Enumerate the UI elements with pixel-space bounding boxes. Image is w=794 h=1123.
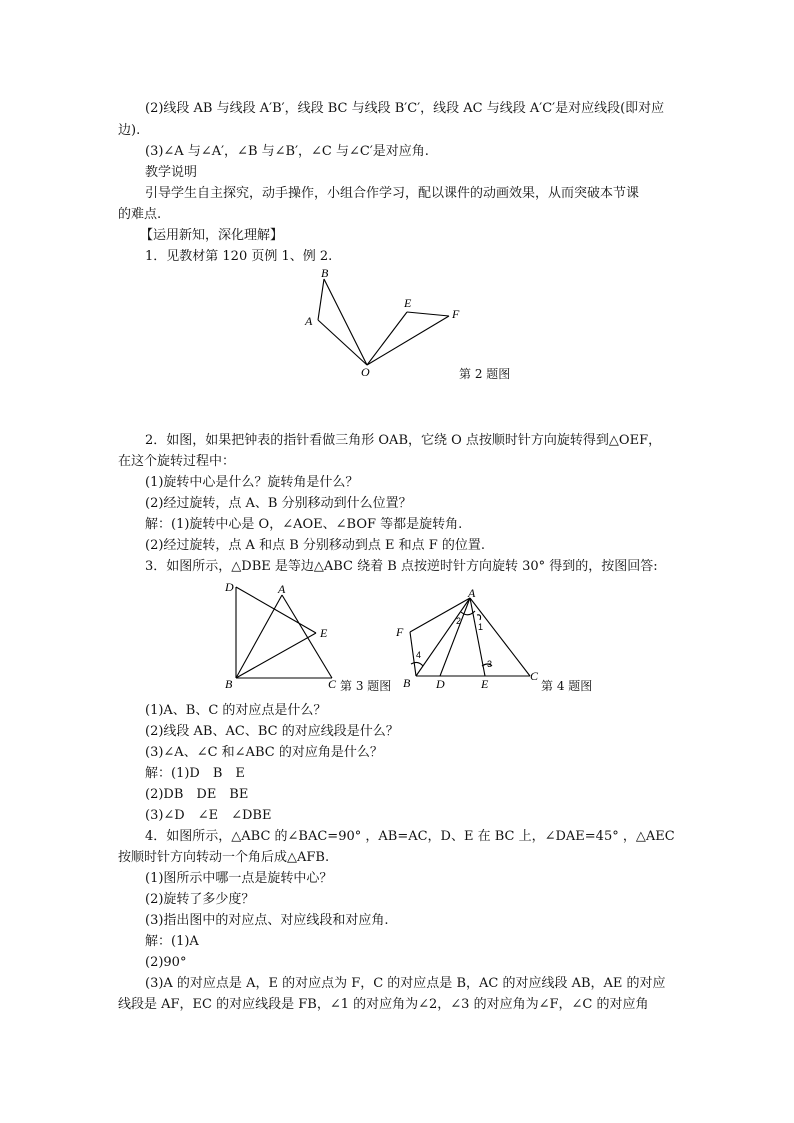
point-label-a: A [468,586,476,600]
text-line: 2．如图，如果把钟表的指针看做三角形 OAB，它绕 O 点按顺时针方向旋转得到△OEF， [145,433,662,448]
text-line: (2)经过旋转，点 A、B 分别移动到什么位置？ [145,496,412,511]
point-label-f: F [452,307,460,321]
point-label-d: D [225,580,234,594]
text-line: (2)线段 AB、AC、BC 的对应线段是什么？ [145,724,399,739]
point-label-f: F [396,625,404,639]
point-label-e: E [481,677,489,691]
point-label-b: B [321,266,329,280]
section-heading: 【运用新知，深化理解】 [140,228,284,243]
point-label-b: B [403,676,411,690]
text-line: 引导学生自主探究，动手操作，小组合作学习，配以课件的动画效果，从而突破本节课 [145,186,640,201]
figure-4 [390,588,545,693]
text-line: (1)A、B、C 的对应点是什么？ [145,703,327,718]
figure-2 [300,265,470,385]
text-line: 边). [118,123,141,138]
section-label: 教学说明 [145,165,198,180]
text-line: (1)旋转中心是什么？旋转角是什么？ [145,475,359,490]
point-label-o: O [361,365,370,379]
text-line: 按顺时针方向转动一个角后成△AFB. [118,850,330,865]
text-line: 解：(1)A [145,934,199,949]
text-line: (3)∠D ∠E ∠DBE [145,808,272,823]
figure-3 [220,575,350,690]
point-label-d: D [436,677,445,691]
angle-label-1: 1 [478,622,484,632]
point-label-e: E [320,626,328,640]
figure-3-diagram [220,575,350,690]
text-line: (2)旋转了多少度？ [145,892,255,907]
point-label-a: A [305,314,313,328]
text-line: (3)指出图中的对应点、对应线段和对应角. [145,913,389,928]
text-line: 线段是 AF，EC 的对应线段是 FB，∠1 的对应角为∠2，∠3 的对应角为∠F，∠C 的对应角 [118,997,649,1012]
text-line: (1)图所示中哪一点是旋转中心？ [145,871,333,886]
text-line: 在这个旋转过程中： [118,454,236,469]
text-line: 解：(1)D B E [145,766,245,781]
text-line: 解：(1)旋转中心是 O，∠AOE、∠BOF 等都是旋转角. [145,517,463,532]
figure-4-diagram [390,588,545,693]
text-line: (3)∠A 与∠A′，∠B 与∠B′，∠C 与∠C′是对应角. [145,144,429,159]
angle-label-2: 2 [456,616,462,626]
point-label-a: A [278,582,286,596]
point-label-e: E [404,296,412,310]
text-line: (2)经过旋转，点 A 和点 B 分别移动到点 E 和点 F 的位置. [145,538,486,553]
figure-4-caption: 第 4 题图 [541,679,593,693]
angle-label-3: 3 [487,659,493,669]
angle-label-4: 4 [416,650,422,660]
text-line: 1．见教材第 120 页例 1、例 2. [145,249,333,264]
text-line: 的难点. [118,207,162,222]
point-label-b: B [225,677,233,691]
figure-3-caption: 第 3 题图 [340,679,392,693]
text-line: (3)A 的对应点是 A，E 的对应点为 F，C 的对应点是 B，AC 的对应线段 AB，AE 的对应 [145,976,666,991]
text-line: 4．如图所示，△ABC 的∠BAC=90° ，AB=AC，D、E 在 BC 上，∠DAE=45° ，△AEC [145,829,675,844]
text-line: (2)DB DE BE [145,787,249,802]
text-line: (3)∠A、∠C 和∠ABC 的对应角是什么？ [145,745,383,760]
text-line: (2)90° [145,955,187,970]
point-label-c: C [530,669,539,683]
text-line: (2)线段 AB 与线段 A′B′，线段 BC 与线段 B′C′，线段 AC 与线段 A′C′是对应线段(即对应 [145,101,665,116]
text-line: 3．如图所示，△DBE 是等边△ABC 绕着 B 点按逆时针方向旋转 30° 得到的，按图回答: [145,559,658,574]
figure-2-caption: 第 2 题图 [459,367,511,381]
figure-2-diagram [300,265,470,385]
point-label-c: C [328,677,337,691]
